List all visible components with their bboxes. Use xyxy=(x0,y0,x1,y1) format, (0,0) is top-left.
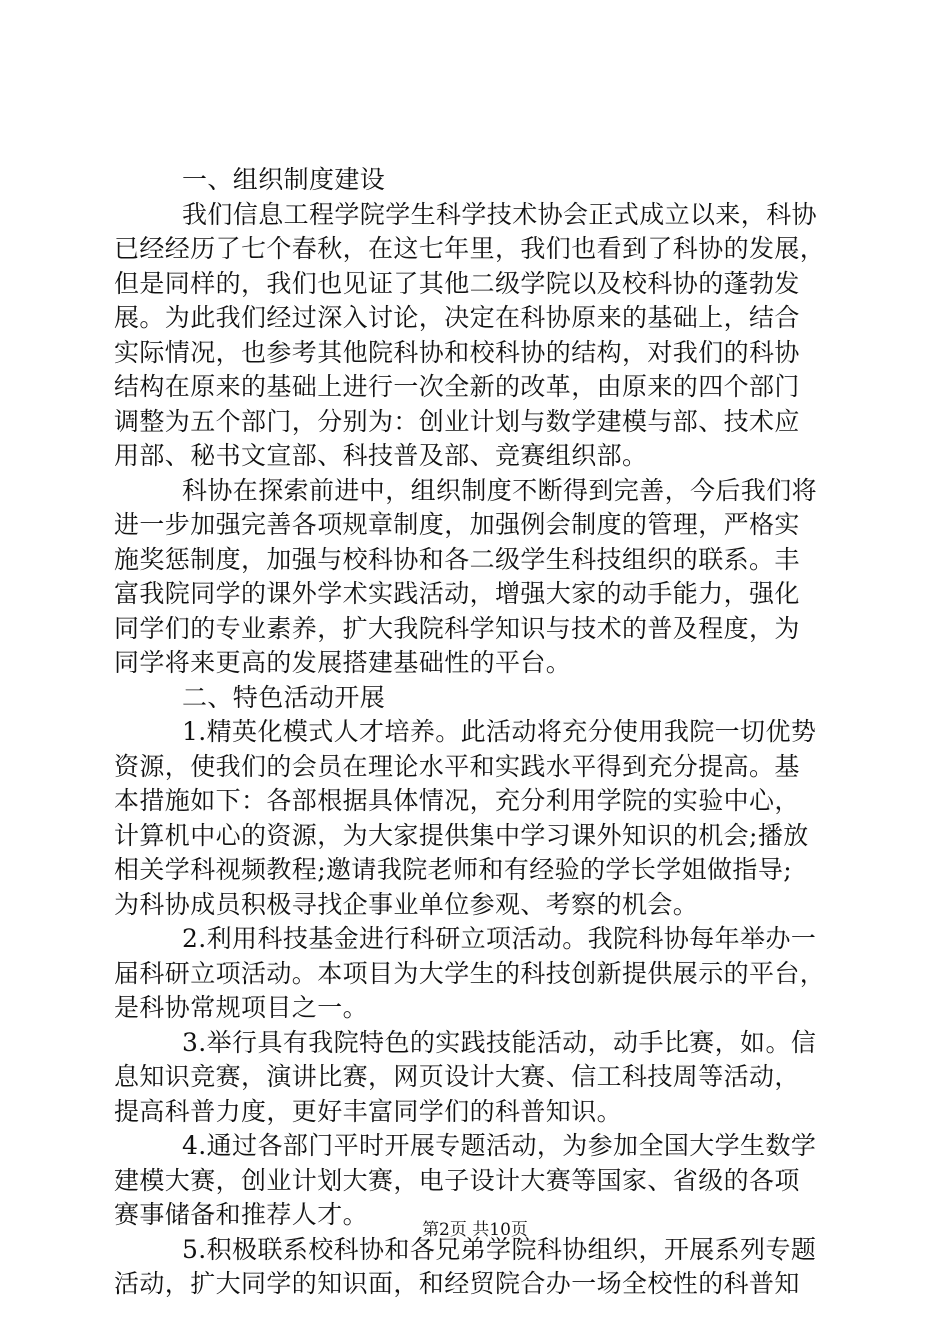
text-line: 我们信息工程学院学生科学技术协会正式成立以来，科协 xyxy=(182,199,818,229)
text-line: 4.通过各部门平时开展专题活动，为参加全国大学生数学 xyxy=(182,1131,817,1160)
text-line: 相关学科视频教程;邀请我院老师和有经验的学长学姐做指导; xyxy=(114,855,793,884)
text-line: 已经经历了七个春秋，在这七年里，我们也看到了科协的发展， xyxy=(114,234,826,263)
text-line: 二、特色活动开展 xyxy=(182,682,386,712)
text-line: 调整为五个部门，分别为：创业计划与数学建模与部、技术应 xyxy=(114,406,800,436)
text-line: 1.精英化模式人才培养。此活动将充分使用我院一切优势 xyxy=(182,717,817,746)
text-line: 同学将来更高的发展搭建基础性的平台。 xyxy=(114,648,572,677)
text-line: 实际情况，也参考其他院科协和校科协的结构，对我们的科协 xyxy=(114,337,800,367)
text-line: 富我院同学的课外学术实践活动，增强大家的动手能力，强化 xyxy=(114,579,800,608)
text-line: 活动，扩大同学的知识面，和经贸院合办一场全校性的科普知 xyxy=(114,1269,800,1298)
text-line: 但是同样的，我们也见证了其他二级学院以及校科协的蓬勃发 xyxy=(114,268,800,298)
text-line: 5.积极联系校科协和各兄弟学院科协组织，开展系列专题 xyxy=(182,1234,817,1264)
text-line: 赛事储备和推荐人才。 xyxy=(114,1200,369,1229)
document-body xyxy=(114,163,834,1302)
text-line: 提高科普力度，更好丰富同学们的科普知识。 xyxy=(114,1096,623,1126)
text-line: 结构在原来的基础上进行一次全新的改革，由原来的四个部门 xyxy=(114,372,800,401)
text-line: 展。为此我们经过深入讨论，决定在科协原来的基础上，结合 xyxy=(114,303,800,332)
text-line: 计算机中心的资源，为大家提供集中学习课外知识的机会;播放 xyxy=(114,820,809,850)
text-line: 进一步加强完善各项规章制度，加强例会制度的管理，严格实 xyxy=(114,510,800,539)
text-line: 同学们的专业素养，扩大我院科学知识与技术的普及程度，为 xyxy=(114,613,800,643)
text-line: 科协在探索前进中，组织制度不断得到完善，今后我们将 xyxy=(182,475,818,505)
text-line: 资源，使我们的会员在理论水平和实践水平得到充分提高。基 xyxy=(114,751,800,781)
text-line: 为科协成员积极寻找企事业单位参观、考察的机会。 xyxy=(114,889,699,919)
text-line: 本措施如下：各部根据具体情况，充分利用学院的实验中心， xyxy=(114,786,800,815)
text-line: 用部、秘书文宣部、科技普及部、竞赛组织部。 xyxy=(114,441,648,470)
text-line: 施奖惩制度，加强与校科协和各二级学生科技组织的联系。丰 xyxy=(114,544,800,574)
text-line: 息知识竞赛，演讲比赛，网页设计大赛、信工科技周等活动， xyxy=(114,1062,800,1091)
text-line: 届科研立项活动。本项目为大学生的科技创新提供展示的平台， xyxy=(114,958,826,988)
text-line: 3.举行具有我院特色的实践技能活动，动手比赛，如。信 xyxy=(182,1027,817,1057)
text-line: 是科协常规项目之一。 xyxy=(114,993,369,1022)
page-footer: 第2页 共10页 xyxy=(422,1220,528,1240)
text-line: 2.利用科技基金进行科研立项活动。我院科协每年举办一 xyxy=(182,924,817,953)
text-line: 建模大赛，创业计划大赛，电子设计大赛等国家、省级的各项 xyxy=(114,1165,800,1195)
text-line: 一、组织制度建设 xyxy=(182,165,386,194)
